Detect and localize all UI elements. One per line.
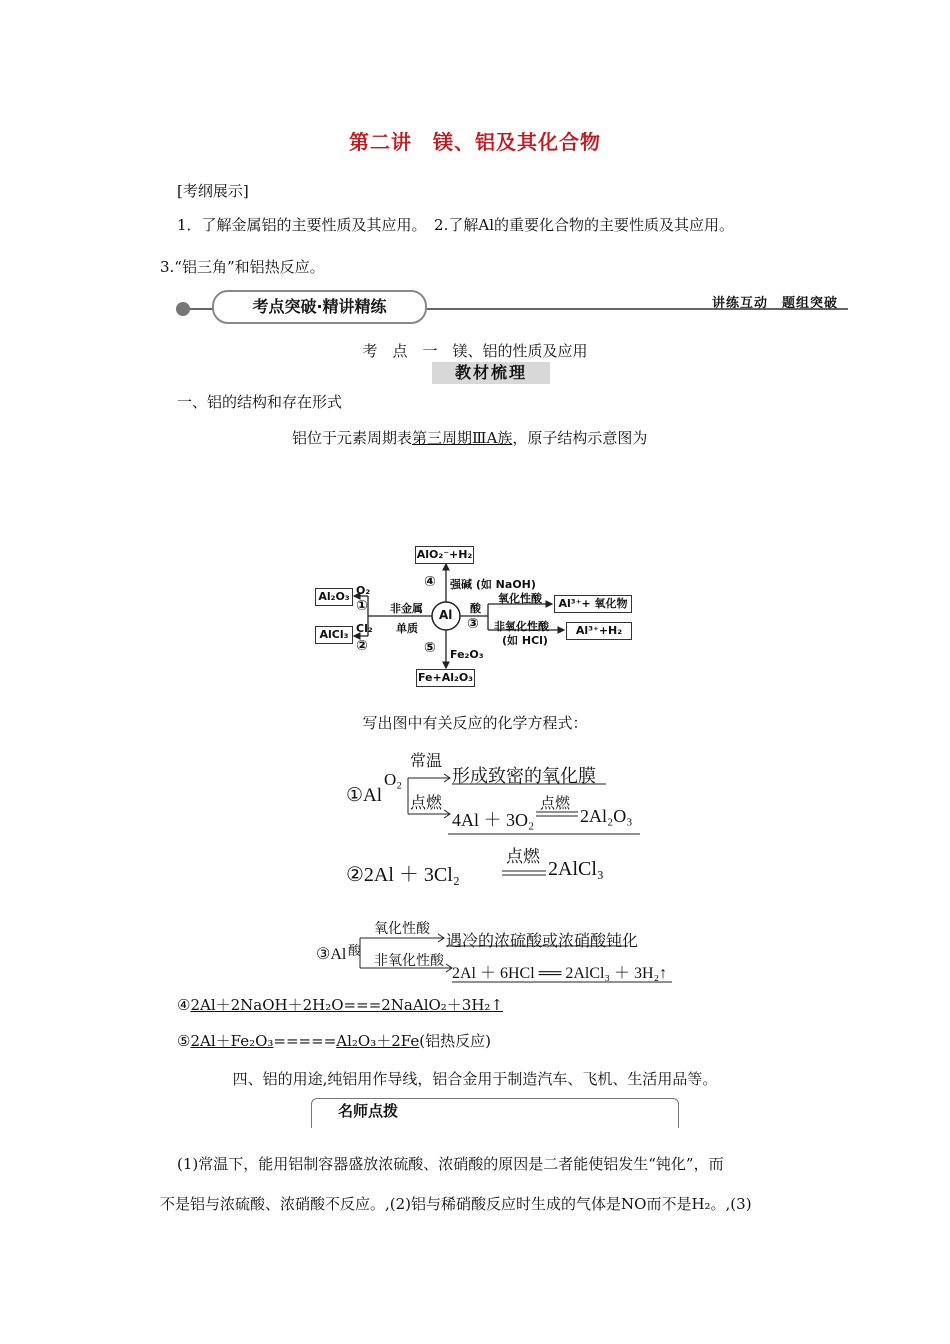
- reaction-4-number: ④: [424, 574, 436, 590]
- equation-2-rhs: 2AlCl₃: [548, 858, 604, 880]
- structure-post: ，原子结构示意图为: [512, 429, 648, 447]
- o2-label: O₂: [356, 584, 371, 597]
- equation-2-lhs: ②2Al ＋ 3Cl₂: [346, 864, 460, 886]
- equation-3-cond-a: 氧化性酸: [374, 922, 430, 937]
- reaction-5-number: ⑤: [424, 640, 436, 656]
- syllabus-line-1: 1．了解金属铝的主要性质及其应用。 2.了解Al的重要化合物的主要性质及其应用。: [177, 216, 734, 234]
- structure-pre: 铝位于元素周期表: [292, 429, 413, 447]
- product-box-thermite: Fe+Al₂O₃: [416, 669, 475, 687]
- equation-4: [177, 994, 503, 1015]
- equation-1-lhs: ①Al: [346, 785, 383, 806]
- product-box-aluminum-chloride: AlCl₃: [315, 626, 353, 644]
- equation-5-number: ⑤: [177, 1032, 191, 1050]
- equation-5-rhs: Al₂O₃＋2Fe: [336, 1032, 420, 1050]
- equation-3-lhs: ③Al: [316, 946, 347, 963]
- reaction-3-number: ③: [467, 616, 479, 632]
- equation-5-equals: =====: [273, 1032, 337, 1050]
- product-box-alumina: Al₂O₃: [315, 588, 353, 606]
- equation-1-reagent: O₂: [384, 770, 403, 789]
- oxidizing-acid-label: 氧化性酸: [498, 592, 542, 605]
- equation-5-lhs: 2Al＋Fe₂O₃: [190, 1032, 274, 1050]
- aluminum-reaction-diagram: [312, 544, 642, 692]
- equation-1-result-b-left: 4Al ＋ 3O₂: [452, 810, 535, 830]
- equation-5: [177, 1030, 491, 1051]
- note-line-2: 不是铝与浓硫酸、浓硝酸不反应。,(2)铝与稀硝酸反应时生成的气体是NO而不是H₂。,(3): [160, 1195, 752, 1213]
- section-seal: 教材梳理: [432, 362, 550, 384]
- equation-2-cond: 点燃: [506, 847, 540, 866]
- strong-base-label: 强碱 (如 NaOH): [450, 578, 536, 591]
- topic-title: 考 点 一 镁、铝的性质及应用: [362, 342, 588, 360]
- equation-3-result-a: 遇冷的浓硫酸或浓硝酸钝化: [446, 933, 639, 950]
- acid-label: 酸: [470, 602, 481, 615]
- equation-5-note: (铝热反应): [419, 1032, 491, 1050]
- equation-1-result-a: 形成致密的氧化膜: [452, 766, 596, 786]
- section-1-heading: 一、铝的结构和存在形式: [177, 393, 343, 411]
- structure-answer: 第三周期ⅢA族: [412, 429, 513, 447]
- equation-1-cond-a: 常温: [410, 753, 443, 770]
- elemental-label: 单质: [396, 622, 418, 635]
- structure-sentence: [292, 427, 647, 448]
- cl2-label: Cl₂: [356, 622, 373, 635]
- reaction-2-number: ②: [356, 638, 368, 654]
- nonmetal-label: 非金属: [390, 602, 423, 615]
- page-title: 第二讲 镁、铝及其化合物: [349, 130, 601, 154]
- note-line-1: (1)常温下，能用铝制容器盛放浓硫酸、浓硝酸的原因是二者能使铝发生“钝化”，而: [177, 1155, 724, 1173]
- syllabus-label: [考纲展示]: [177, 182, 249, 200]
- product-box-al-ion-hydrogen: Al³⁺+H₂: [566, 622, 632, 640]
- equation-3-cond-b: 非氧化性酸: [374, 954, 444, 969]
- equation-1-cond-b: 点燃: [410, 795, 443, 812]
- equation-3-result-b: 2Al ＋ 6HCl ══ 2AlCl₃ ＋ 3H₂↑: [452, 965, 668, 982]
- product-box-al-ion-oxide: Al³⁺+ 氧化物: [554, 595, 632, 613]
- equation-1-result-b-cond: 点燃: [540, 796, 571, 812]
- section-4-text: 四、铝的用途,纯铝用作导线，铝合金用于制造汽车、飞机、生活用品等。: [232, 1070, 718, 1088]
- reaction-1-number: ①: [356, 598, 368, 614]
- equation-1-result-b-right: 2Al₂O₃: [580, 806, 633, 826]
- note-tag: 名师点拨: [332, 1100, 404, 1121]
- equation-1: [340, 748, 650, 838]
- write-equations-prompt: 写出图中有关反应的化学方程式：: [362, 714, 588, 732]
- banner-dot-icon: [176, 302, 190, 316]
- center-label: Al: [439, 608, 453, 622]
- equation-3: [316, 916, 676, 986]
- product-box-aluminate: AlO₂⁻+H₂: [415, 546, 474, 564]
- banner-tag: 考点突破·精讲精练: [212, 290, 427, 324]
- equation-3-reagent: 酸: [348, 943, 362, 958]
- equation-4-number: ④: [177, 996, 191, 1014]
- hcl-label: (如 HCl): [502, 634, 548, 647]
- equation-2: [346, 842, 636, 890]
- syllabus-line-2: 3.“铝三角”和铝热反应。: [160, 258, 325, 276]
- equation-4-text: 2Al＋2NaOH＋2H₂O===2NaAlO₂＋3H₂↑: [190, 996, 504, 1014]
- non-oxidizing-acid-label: 非氧化性酸: [494, 620, 549, 633]
- fe2o3-label: Fe₂O₃: [450, 648, 484, 661]
- banner-right-text: 讲练互动 题组突破: [712, 296, 839, 311]
